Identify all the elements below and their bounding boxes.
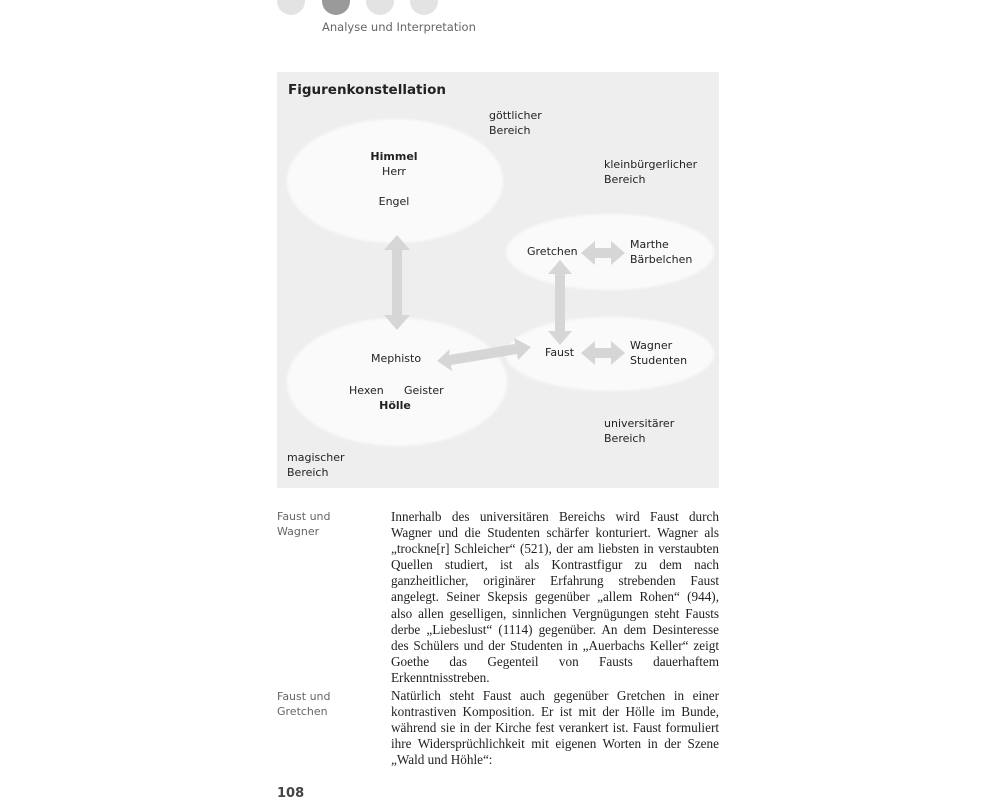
chapter-dot-1[interactable] [277, 0, 305, 15]
realm-bourgeois-line-1: kleinbürgerlicher [604, 158, 698, 171]
arrow-gretchen-faust [548, 260, 572, 345]
page-number: 108 [277, 786, 305, 801]
realm-bourgeois-line-2: Bereich [604, 173, 646, 186]
realm-bourgeois [604, 157, 697, 187]
realm-university-line-2: Bereich [604, 432, 646, 445]
heaven-heading: Himmel [370, 150, 418, 163]
margin-note-1-line-1: Faust und [277, 510, 331, 523]
paragraph-faust-wagner: Innerhalb des universitären Bereichs wird Faust durch Wagner und die Studenten schärfer konturiert. Wagner als „trockne[r] Schleicher“ (521), der am liebsten in verstaubten Quellen studiert, ist als Kontrastfigur zu dem nach ganzheitlicher, originärer Erfahrung strebenden Faust angelegt. Seiner Skepsis gegenüber „allem Rohen“ (944), also allen geselligen, sinnlichen Vergnügungen steht Fausts derbe „Liebeslust“ (1114) gegenüber. An dem Desinteresse des Schülers und der Studenten in „Auerbachs Keller“ zeigt Goethe das Gegenteil von Fausts dauerhaftem Erkenntnisstreben. [391, 509, 719, 685]
arrow-heaven-hell [384, 235, 410, 330]
diagram-panel [277, 72, 719, 488]
realm-divine-line-2: Bereich [489, 124, 531, 137]
figure-geister: Geister [404, 384, 444, 397]
figure-gretchen: Gretchen [527, 245, 578, 258]
figure-engel: Engel [378, 195, 410, 208]
figure-herr: Herr [382, 165, 406, 178]
margin-note-faust-wagner [277, 509, 331, 539]
figure-baerbelchen: Bärbelchen [630, 253, 693, 266]
realm-magic-line-1: magischer [287, 451, 345, 464]
margin-note-2-line-2: Gretchen [277, 705, 328, 718]
realm-divine-line-1: göttlicher [489, 109, 542, 122]
margin-note-2-line-1: Faust und [277, 690, 331, 703]
paragraph-faust-gretchen: Natürlich steht Faust auch gegenüber Gretchen in einer kontrastiven Komposition. Er ist mit der Hölle im Bunde, während sie in der Kirche fest verankert ist. Faust formuliert ihre Widersprüchlichkeit mit eigenen Worten in der Szene „Wald und Höhle“: [391, 688, 719, 768]
heaven-ellipse [287, 119, 503, 243]
figure-hexen: Hexen [349, 384, 384, 397]
figure-faust: Faust [545, 346, 575, 359]
chapter-dot-3[interactable] [366, 0, 394, 15]
figure-mephisto: Mephisto [371, 352, 422, 365]
chapter-dot-4[interactable] [410, 0, 438, 15]
realm-magic [287, 450, 345, 480]
realm-magic-line-2: Bereich [287, 466, 329, 479]
figure-studenten: Studenten [630, 354, 688, 367]
diagram-title: Figurenkonstellation [288, 82, 447, 98]
chapter-dot-2-active[interactable] [322, 0, 350, 15]
margin-note-1-line-2: Wagner [277, 525, 320, 538]
hell-ellipse [287, 318, 507, 446]
hell-heading: Hölle [379, 399, 411, 412]
realm-university-line-1: universitärer [604, 417, 675, 430]
figure-wagner: Wagner [630, 339, 673, 352]
section-label: Analyse und Interpretation [322, 20, 476, 34]
margin-note-faust-gretchen [277, 689, 331, 719]
figure-marthe: Marthe [630, 238, 669, 251]
realm-divine [489, 108, 542, 138]
realm-university [604, 416, 674, 446]
